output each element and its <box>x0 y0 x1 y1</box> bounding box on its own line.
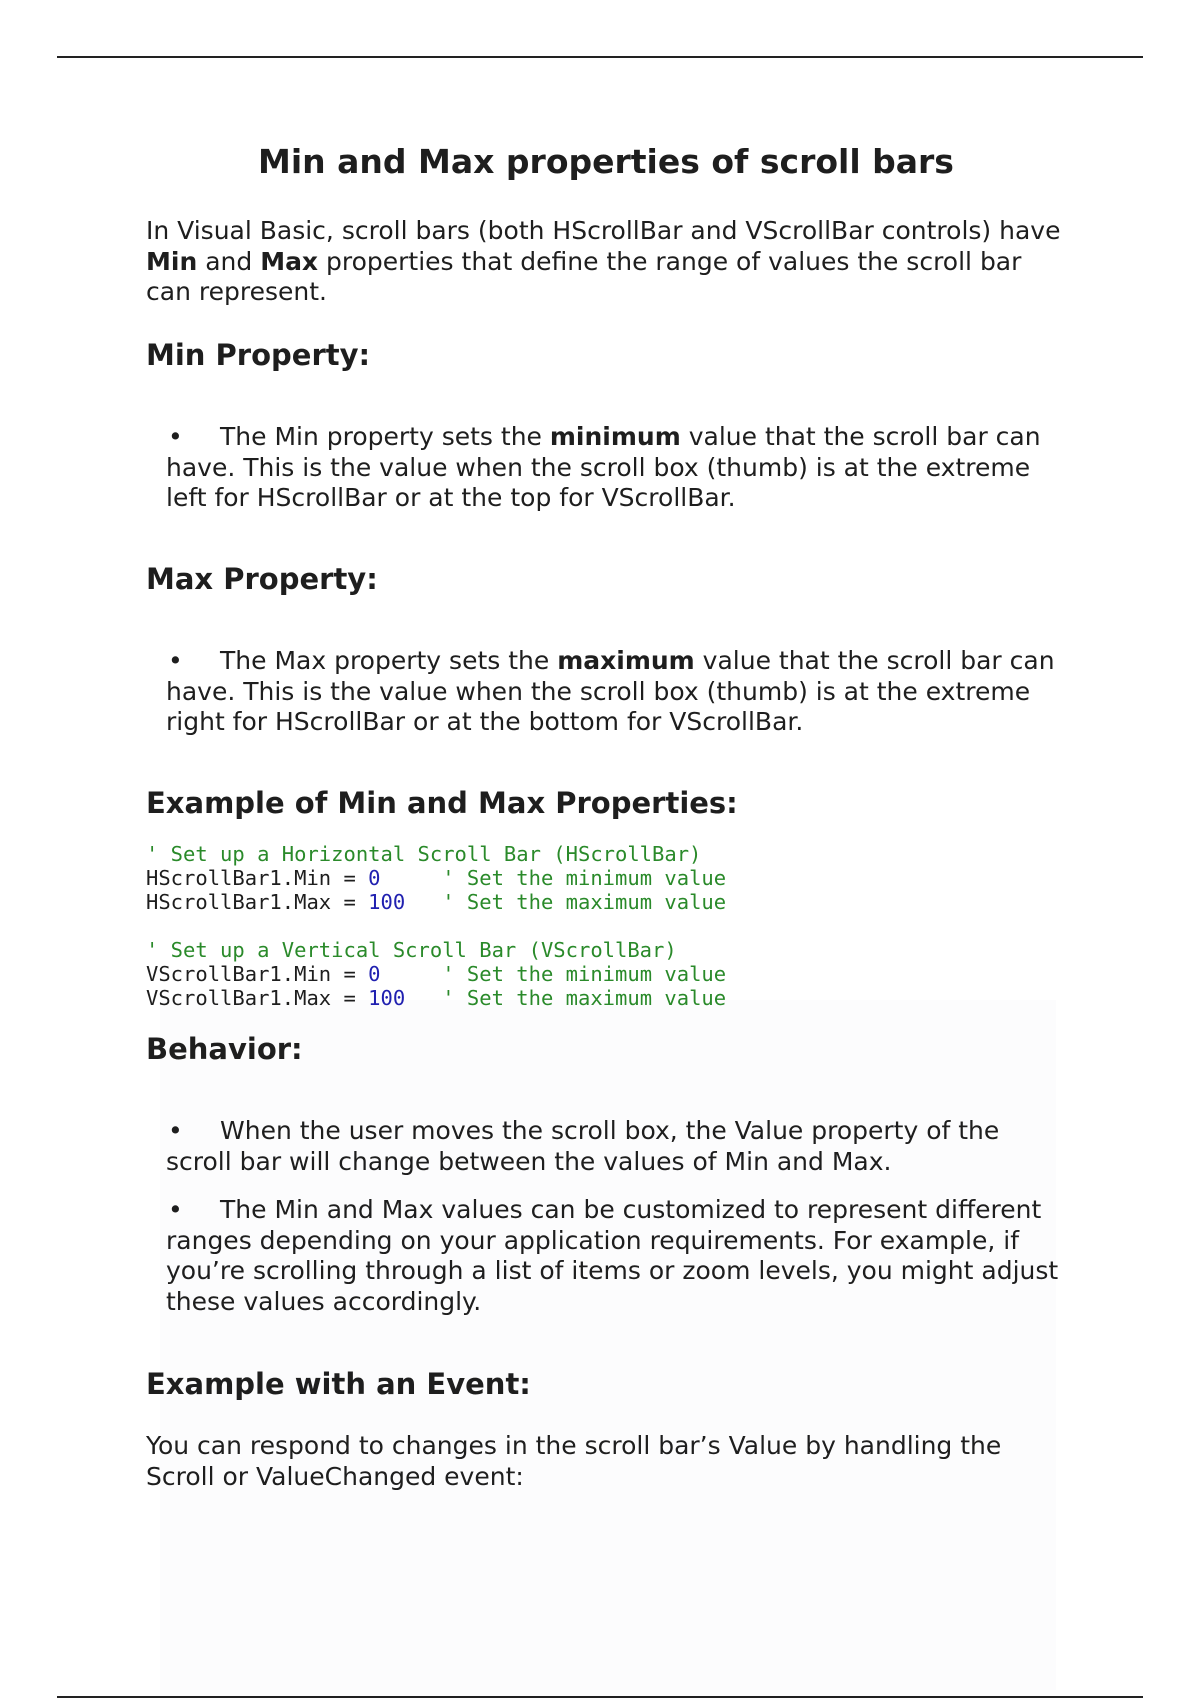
intro-bold-min: Min <box>146 246 198 276</box>
code-statement: HScrollBar1.Max = <box>146 890 369 914</box>
behavior-bullet-2 <box>166 1195 1066 1317</box>
intro-text-1: In Visual Basic, scroll bars (both HScrollBar and VScrollBar controls) have <box>146 216 1061 245</box>
code-line <box>146 986 726 1010</box>
bullet-dot: • <box>168 1195 183 1224</box>
page-background-panel <box>160 1000 1059 1690</box>
code-block <box>146 842 726 1010</box>
min-property-bullet <box>166 422 1066 514</box>
intro-text-3: properties that define the range of values the scroll bar can represent. <box>146 246 1022 306</box>
behavior-heading: Behavior: <box>146 1032 303 1066</box>
page-title: Min and Max properties of scroll bars <box>258 142 954 181</box>
min-bullet-text-1: The Min property sets the <box>220 422 550 451</box>
intro-paragraph <box>146 216 1066 308</box>
code-comment: ' Set up a Vertical Scroll Bar (VScrollBar) <box>146 938 677 962</box>
max-property-heading: Max Property: <box>146 562 378 596</box>
code-line <box>146 962 726 986</box>
code-comment: ' Set the maximum value <box>442 890 727 914</box>
event-heading: Example with an Event: <box>146 1367 531 1401</box>
bullet-dot: • <box>168 1116 183 1145</box>
code-number: 0 <box>368 962 381 986</box>
bullet-dot: • <box>168 646 183 675</box>
max-bullet-text-1: The Max property sets the <box>220 646 558 675</box>
intro-bold-max: Max <box>260 246 319 276</box>
bullet-dot: • <box>168 422 183 451</box>
min-bullet-bold: minimum <box>549 422 681 451</box>
code-comment: ' Set up a Horizontal Scroll Bar (HScrollBar) <box>146 842 702 866</box>
max-bullet-bold: maximum <box>557 646 695 675</box>
behavior-bullet-text: The Min and Max values can be customized to represent different ranges depending on your application requirements. For example, if you’re scrolling through a list of items or zoom levels, you might adjust these values accordingly. <box>166 1195 1059 1316</box>
min-bullet-text-2: value that the scroll bar can have. This is the value when the scroll box (thumb) is at the extreme left for HScrollBar or at the top for VScrollBar. <box>166 422 1041 512</box>
code-line <box>146 866 726 890</box>
bottom-rule <box>57 1696 1143 1698</box>
code-blank-line <box>146 914 726 938</box>
example-heading: Example of Min and Max Properties: <box>146 786 738 820</box>
max-bullet-text-2: value that the scroll bar can have. This is the value when the scroll box (thumb) is at the extreme right for HScrollBar or at the bottom for VScrollBar. <box>166 646 1055 736</box>
code-number: 0 <box>368 866 381 890</box>
code-number: 100 <box>368 986 406 1010</box>
code-statement: VScrollBar1.Min = <box>146 962 369 986</box>
behavior-bullet-1 <box>166 1116 1066 1177</box>
code-line <box>146 890 726 914</box>
max-property-bullet <box>166 646 1066 738</box>
code-line <box>146 842 726 866</box>
code-number: 100 <box>368 890 406 914</box>
code-statement: HScrollBar1.Min = <box>146 866 369 890</box>
code-statement: VScrollBar1.Max = <box>146 986 369 1010</box>
event-paragraph: You can respond to changes in the scroll bar’s Value by handling the Scroll or ValueChanged event: <box>146 1431 1002 1491</box>
code-comment: ' Set the maximum value <box>442 986 727 1010</box>
min-property-heading: Min Property: <box>146 338 371 372</box>
behavior-bullet-text: When the user moves the scroll box, the Value property of the scroll bar will change between the values of Min and Max. <box>166 1116 1000 1176</box>
code-comment: ' Set the minimum value <box>442 962 727 986</box>
top-rule <box>57 56 1143 58</box>
code-comment: ' Set the minimum value <box>442 866 727 890</box>
intro-text-2: and <box>197 246 261 276</box>
code-line <box>146 938 726 962</box>
